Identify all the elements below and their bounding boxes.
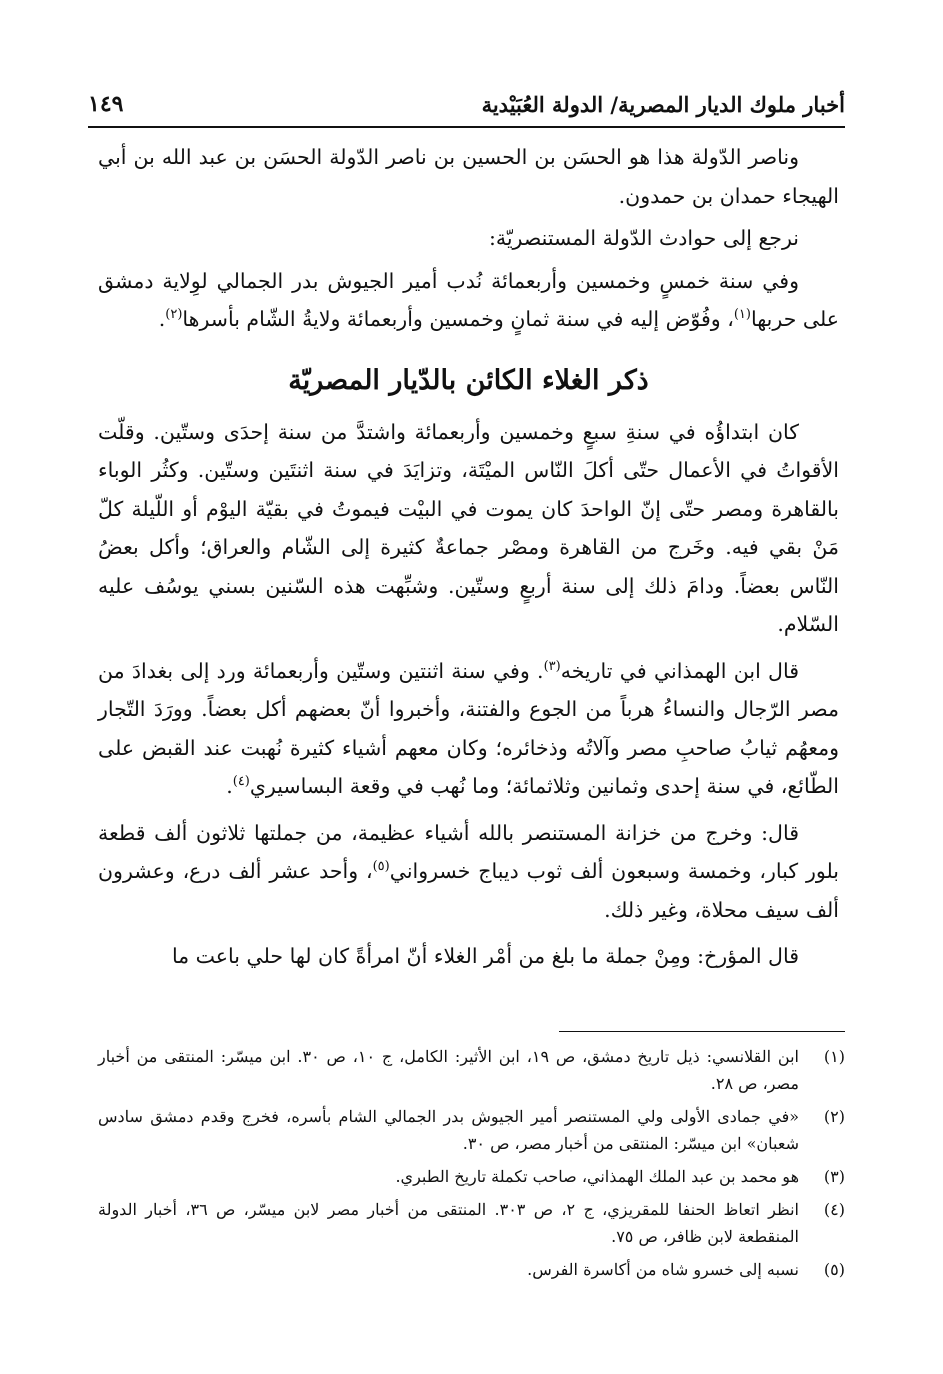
paragraph-text: ، وفُوّض إليه في سنة ثمانٍ وخمسين وأربعمائة ولايةُ الشّام بأسرها (182, 307, 734, 331)
footnote-item (98, 1103, 845, 1157)
footnote-ref-2: (٢) (165, 307, 183, 323)
footnote-number: (٣) (823, 1167, 845, 1186)
section-heading: ذكر الغلاء الكائن بالدّيار المصريّة (288, 364, 649, 396)
main-text (98, 138, 839, 984)
footnote-item (98, 1163, 845, 1190)
paragraph-text: قال: وخرج من خزانة المستنصر بالله أشياء عظيمة، من جملتها ثلاثون ألف قطعة بلور كبار، وخمسة وسبعون ألف ثوب ديباج خسرواني (98, 820, 839, 883)
footnote-text: «في جمادى الأولى ولي المستنصر أمير الجيوش بدر الجمالي الشام بأسره، فخرج وقدم دمشق سادس شعبان» ابن ميسّر: المنتقى من أخبار مصر، ص ٣٠. (98, 1107, 799, 1153)
paragraph-text: . وفي سنة اثنتين وستّين وأربعمائة ورد إلى بغدادَ من مصر الرّجال والنساءُ هرباً من الجوع والفتنة، وأخبروا أنّ بعضهم أكل بعضاً. وورَدَ التّجار ومعهُم ثيابُ صاحبِ مصر وآلاتُه وذخائره؛ وكان معهم أشياء كثيرة نُهبت عند القبض على الطّائع، في سنة إحدى وثمانين وثلاثمائة؛ وما نُهب في وقعة البساسيري (98, 658, 839, 798)
paragraph-badr-jamali (98, 262, 839, 339)
paragraph-historian: قال المؤرخ: ومِنْ جملة ما بلغ من أمْر الغلاء أنّ امرأةً كان لها حلي باعت ما (171, 944, 799, 968)
paragraph-text: وفي سنة خمسٍ وخمسين وأربعمائة نُدب أمير الجيوش بدر الجمالي لوِلاية دمشق على حربها (98, 268, 839, 331)
footnotes (98, 1043, 845, 1289)
page-number: ١٤٩ (88, 91, 124, 117)
paragraph-text: ، وأحد عشر ألف درع، وعشرون ألف سيف محلاة، وغير ذلك. (98, 859, 839, 922)
footnote-item (98, 1256, 845, 1283)
paragraph-text: قال ابن الهمذاني في تاريخه (560, 658, 799, 683)
paragraph-nasir-al-dawla: وناصر الدّولة هذا هو الحسَن بن الحسين بن ناصر الدّولة الحسَن بن عبد الله بن أبي الهيجاء حمدان بن حمدون. (98, 145, 839, 208)
footnote-item (98, 1196, 845, 1250)
footnote-text: انظر اتعاظ الحنفا للمقريزي، ج ٢، ص ٣٠٣. المنتقى من أخبار مصر لابن ميسّر، ص ٣٦، أخبار الدولة المنقطعة لابن ظافر، ص ٧٥. (98, 1200, 800, 1246)
running-header (88, 82, 845, 128)
paragraph-text: . (158, 307, 166, 331)
paragraph-return: نرجع إلى حوادث الدّولة المستنصريّة: (488, 226, 799, 250)
footnote-number: (٤) (823, 1200, 845, 1219)
footnote-ref-4: (٤) (232, 774, 250, 790)
footnote-number: (١) (823, 1047, 845, 1066)
footnote-divider (559, 1031, 845, 1032)
footnote-item (98, 1043, 845, 1097)
footnote-ref-3: (٣) (543, 658, 561, 674)
footnote-text: نسبه إلى خسرو شاه من أكاسرة الفرس. (527, 1260, 799, 1279)
paragraph-treasury (98, 814, 839, 930)
running-title: أخبار ملوك الديار المصرية/ الدولة العُبَيْدية (481, 91, 845, 117)
paragraph-hamadhani (98, 652, 839, 806)
footnote-text: ابن القلانسي: ذيل تاريخ دمشق، ص ١٩، ابن الأثير: الكامل، ج ١٠، ص ٣٠. ابن ميسّر: المنتقى من أخبار مصر، ص ٢٨. (98, 1047, 799, 1093)
footnote-number: (٥) (823, 1260, 845, 1279)
paragraph-famine-start: كان ابتداؤُه في سنةِ سبعٍ وخمسين وأربعمائة واشتدَّ من سنة إحدَى وستّين. وقلّت الأقواتُ في الأعمال حتّى أكلَ النّاس الميْتَة، وتزايَدَ في سنة اثنتَين وستّين. وكثُر الوباء بالقاهرة ومصر حتّى إنّ الواحدَ كان يموت في البيْت فيموتُ في بقيّة اليوْم أو اللّيلة كلّ مَنْ بقي فيه. وخَرج من القاهرة ومصْر جماعةٌ كثيرة إلى الشّام والعراق؛ وأكل بعضُ النّاس بعضاً. ودامَ ذلك إلى سنة أربعٍ وستّين. وشبِّهت هذه السّنين بسني يوسُف عليه السّلام. (98, 419, 839, 636)
paragraph-text: . (226, 774, 233, 798)
footnote-ref-1: (١) (733, 307, 751, 323)
footnote-text: هو محمد بن عبد الملك الهمذاني، صاحب تكملة تاريخ الطبري. (395, 1167, 799, 1186)
footnote-ref-5: (٥) (372, 859, 390, 875)
footnote-number: (٢) (823, 1107, 845, 1126)
